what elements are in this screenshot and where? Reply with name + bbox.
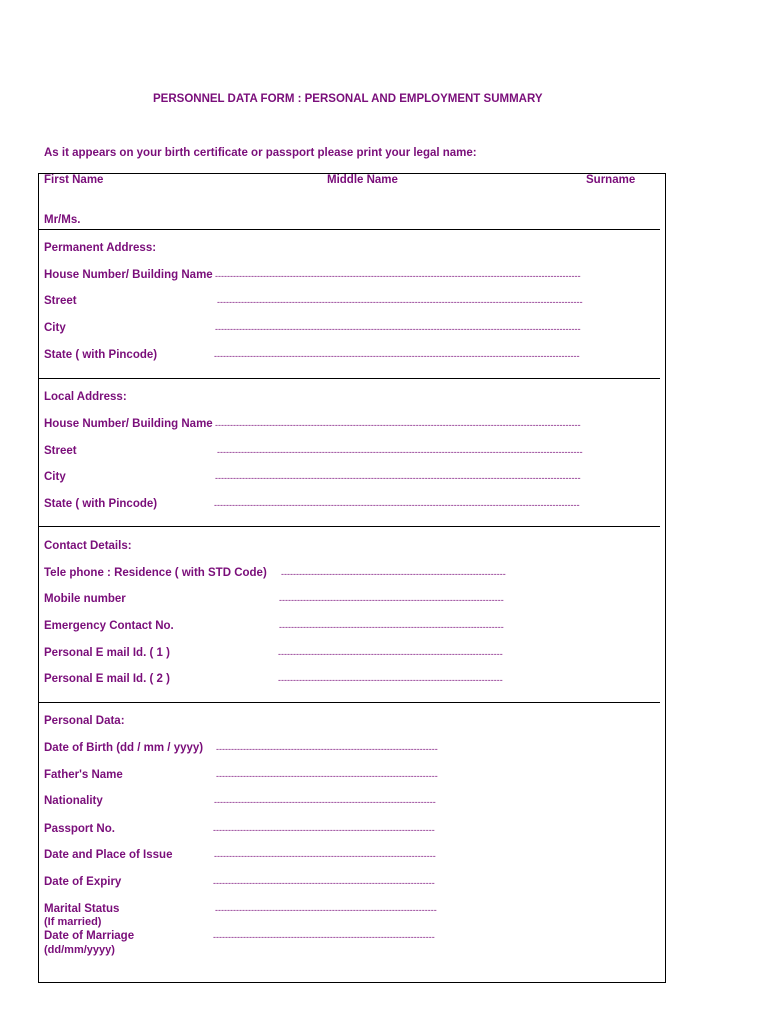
mobile-field[interactable]: ---------------------------------------------------------------------------: [279, 595, 504, 605]
telephone-field[interactable]: ---------------------------------------------------------------------------: [281, 569, 506, 579]
email1-label: Personal E mail Id. ( 1 ): [44, 647, 170, 659]
passport-field[interactable]: --------------------------------------------------------------------------: [213, 825, 435, 835]
local-street-field[interactable]: --------------------------------------------------------------------------------------------------------------------------: [217, 447, 583, 457]
surname-header: Surname: [586, 174, 636, 186]
contact-heading: Contact Details:: [44, 540, 132, 552]
personal-heading: Personal Data:: [44, 715, 125, 727]
father-field[interactable]: --------------------------------------------------------------------------: [216, 771, 438, 781]
perm-state-field[interactable]: --------------------------------------------------------------------------------------------------------------------------: [214, 351, 580, 361]
dob-label: Date of Birth (dd / mm / yyyy): [44, 742, 204, 754]
nationality-field[interactable]: --------------------------------------------------------------------------: [214, 797, 436, 807]
marriage-format-label: (dd/mm/yyyy): [44, 944, 115, 956]
local-house-field[interactable]: --------------------------------------------------------------------------------------------------------------------------: [215, 420, 581, 430]
issue-label: Date and Place of Issue: [44, 849, 173, 861]
local-street-label: Street: [44, 445, 77, 457]
perm-house-field[interactable]: --------------------------------------------------------------------------------------------------------------------------: [215, 271, 581, 281]
email2-field[interactable]: ---------------------------------------------------------------------------: [278, 675, 503, 685]
perm-house-label: House Number/ Building Name: [44, 269, 213, 281]
middle-name-header: Middle Name: [327, 174, 398, 186]
father-label: Father's Name: [44, 769, 123, 781]
marriage-date-label: Date of Marriage: [44, 930, 135, 942]
expiry-field[interactable]: --------------------------------------------------------------------------: [213, 878, 435, 888]
perm-city-field[interactable]: --------------------------------------------------------------------------------------------------------------------------: [215, 324, 581, 334]
instruction-text: As it appears on your birth certificate or passport please print your legal name:: [44, 147, 477, 159]
perm-city-label: City: [44, 322, 66, 334]
mobile-label: Mobile number: [44, 593, 126, 605]
emergency-label: Emergency Contact No.: [44, 620, 174, 632]
passport-label: Passport No.: [44, 823, 115, 835]
permanent-address-heading: Permanent Address:: [44, 242, 157, 254]
salutation-label: Mr/Ms.: [44, 214, 81, 226]
first-name-header: First Name: [44, 174, 104, 186]
emergency-field[interactable]: ---------------------------------------------------------------------------: [279, 622, 504, 632]
if-married-label: (If married): [44, 916, 102, 928]
divider-permanent: [38, 378, 660, 379]
perm-state-label: State ( with Pincode): [44, 349, 158, 361]
perm-street-field[interactable]: --------------------------------------------------------------------------------------------------------------------------: [217, 297, 583, 307]
local-state-field[interactable]: --------------------------------------------------------------------------------------------------------------------------: [214, 500, 580, 510]
telephone-label: Tele phone : Residence ( with STD Code): [44, 567, 267, 579]
local-house-label: House Number/ Building Name: [44, 418, 213, 430]
email1-field[interactable]: ---------------------------------------------------------------------------: [278, 649, 503, 659]
local-city-field[interactable]: --------------------------------------------------------------------------------------------------------------------------: [215, 473, 581, 483]
form-title: PERSONNEL DATA FORM : PERSONAL AND EMPLOYMENT SUMMARY: [153, 93, 543, 105]
dob-field[interactable]: --------------------------------------------------------------------------: [216, 744, 438, 754]
marital-field[interactable]: --------------------------------------------------------------------------: [215, 905, 437, 915]
marital-label: Marital Status: [44, 903, 120, 915]
expiry-label: Date of Expiry: [44, 876, 122, 888]
local-city-label: City: [44, 471, 66, 483]
perm-street-label: Street: [44, 295, 77, 307]
email2-label: Personal E mail Id. ( 2 ): [44, 673, 170, 685]
divider-local: [38, 526, 660, 527]
local-state-label: State ( with Pincode): [44, 498, 158, 510]
issue-field[interactable]: --------------------------------------------------------------------------: [214, 851, 436, 861]
divider-contact: [38, 702, 660, 703]
nationality-label: Nationality: [44, 795, 103, 807]
divider-name: [38, 229, 660, 230]
local-address-heading: Local Address:: [44, 391, 127, 403]
marriage-date-field[interactable]: --------------------------------------------------------------------------: [213, 932, 435, 942]
